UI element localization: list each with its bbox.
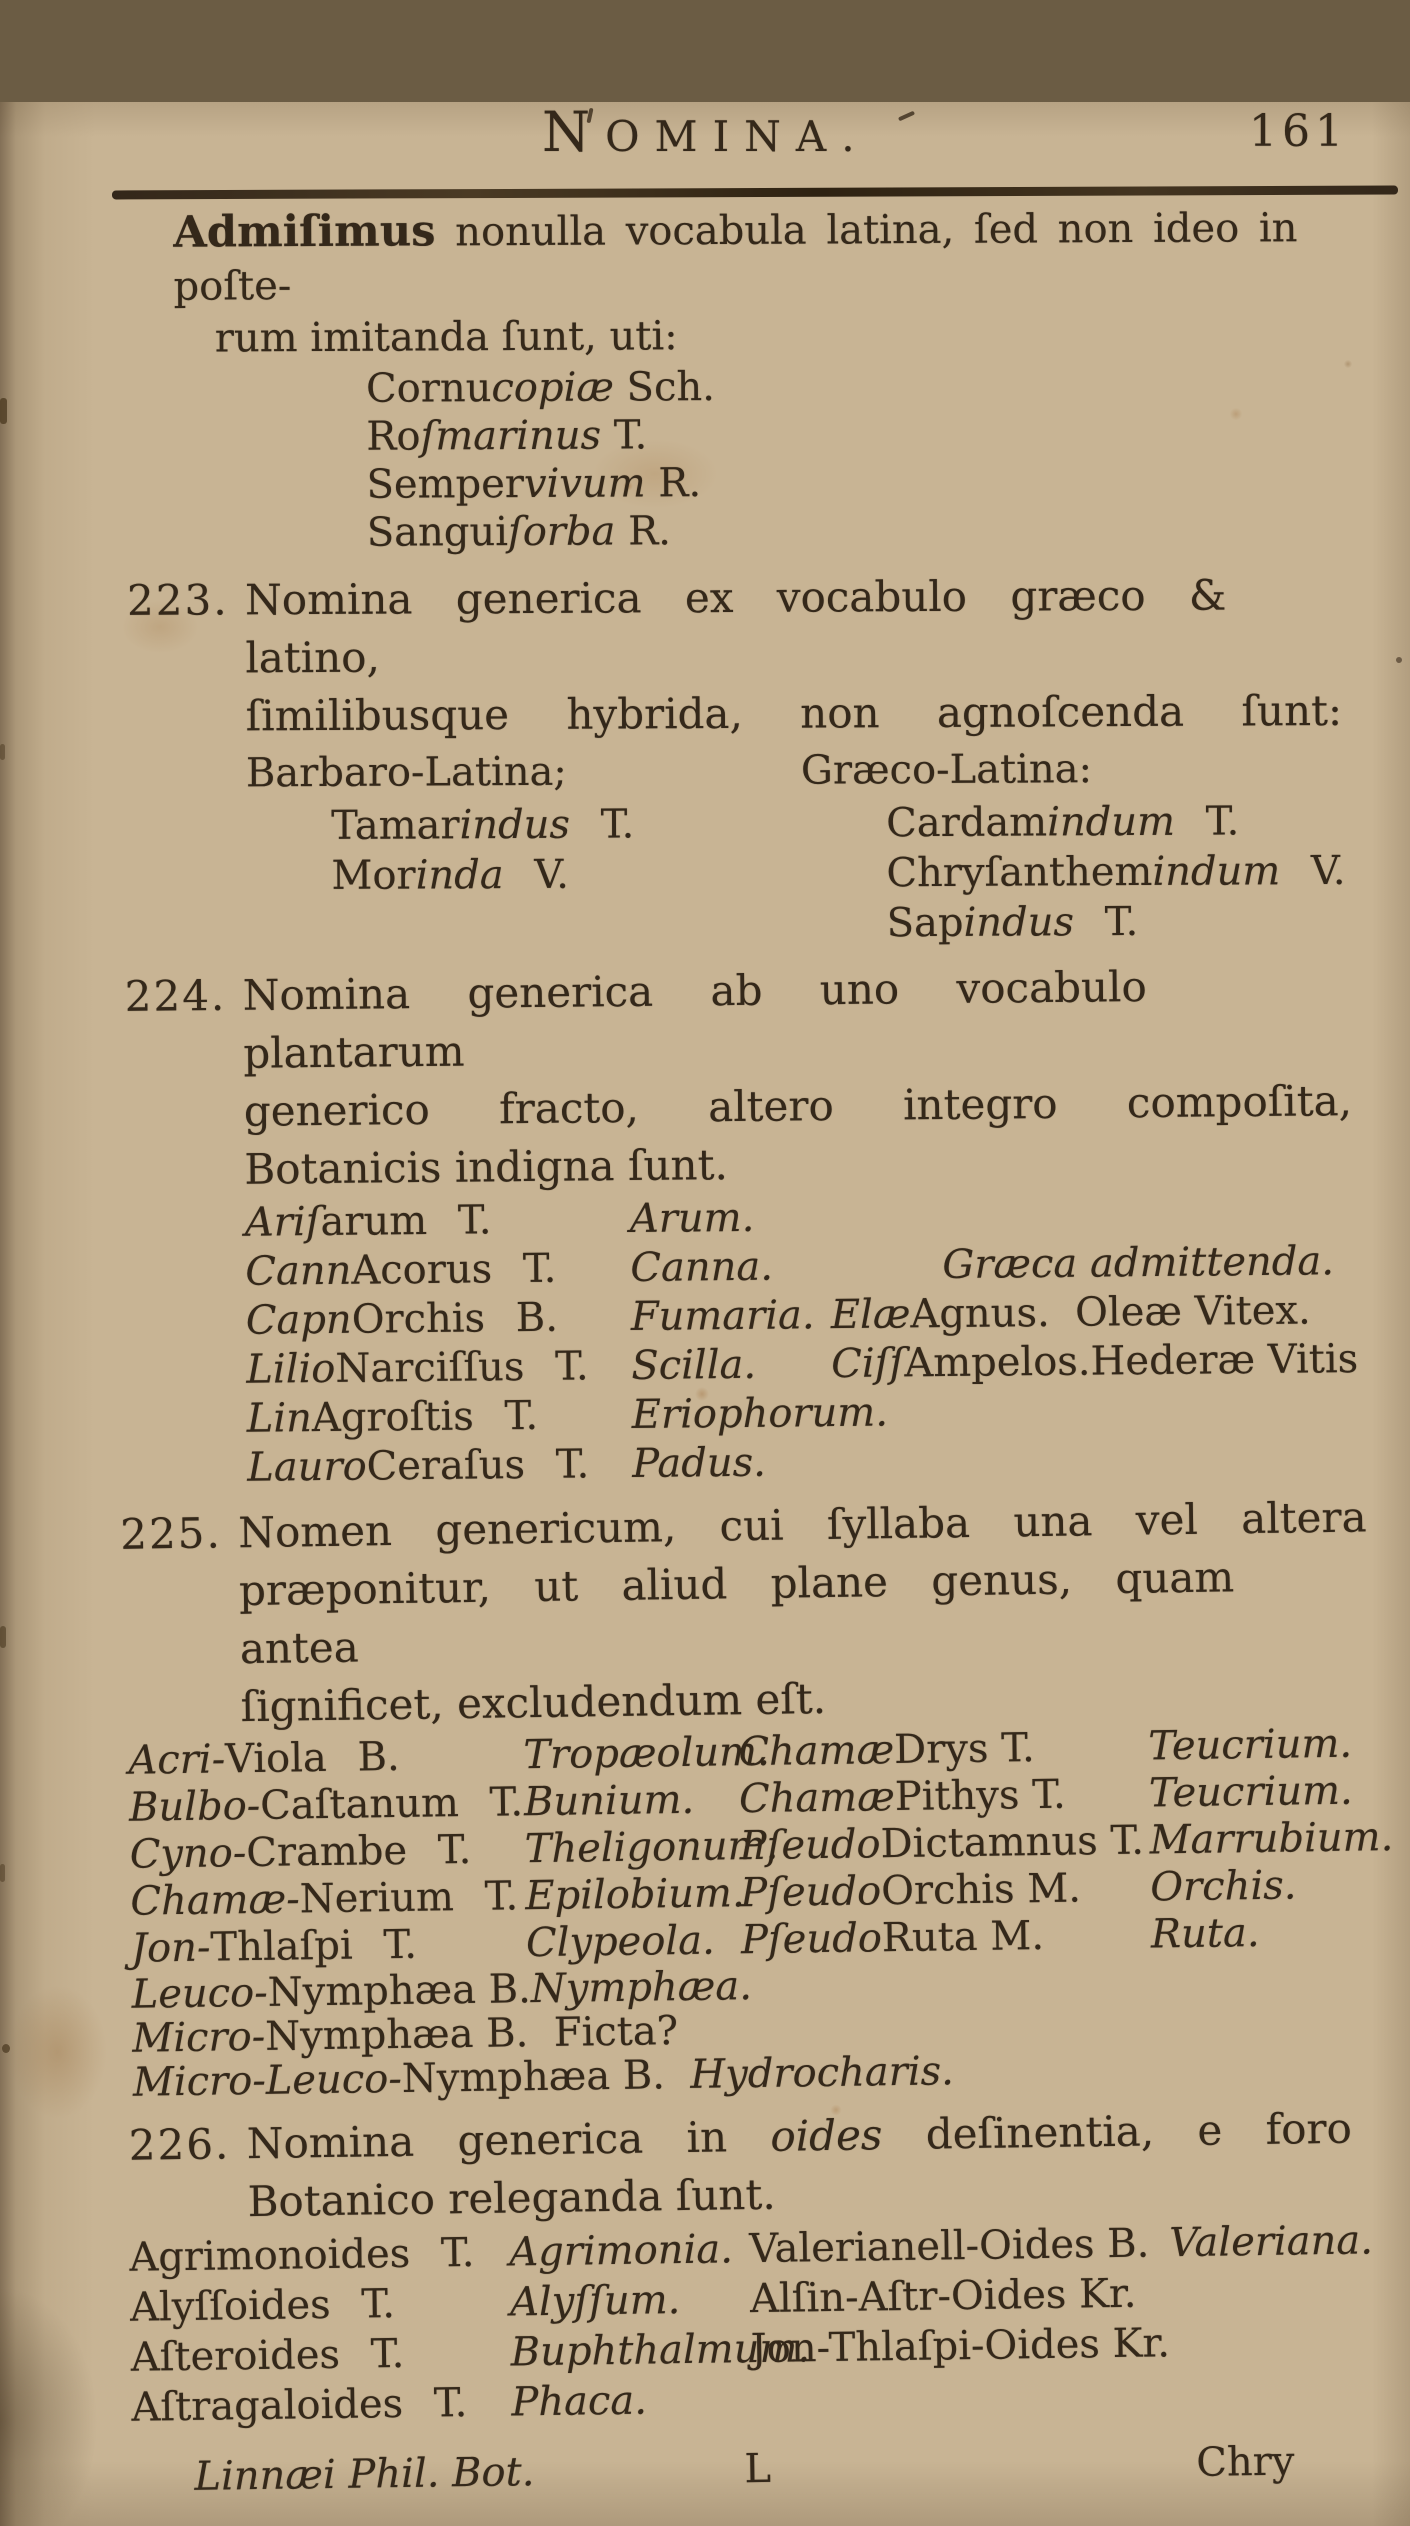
entry: PſeudoOrchis M. [740,1865,1082,1917]
heading-line: Nomina generica in oides deſinentia, e foro [246,2103,1353,2169]
entry: Orchis. [1149,1862,1297,1911]
header-rule [112,186,1398,200]
entry: Valerianell-Oides B. [749,2220,1150,2273]
entry: Scilla. [631,1341,757,1390]
column-header: Barbaro-Latina; [245,748,567,797]
entry-row [247,1433,1400,1493]
heading-line: generico fracto, altero integro compoſita, [243,1076,1353,1136]
section-number: 224. [124,970,227,1021]
entry: Epilobium. [525,1870,745,1920]
heading-line: Botanico releganda ſunt. [247,2169,776,2227]
entry: Padus. [632,1439,767,1488]
entry: PſeudoDictamnus T. [739,1817,1145,1870]
entry [830,1188,1398,1242]
section-heading [112,566,1399,688]
entry: PſeudoRuta M. [740,1912,1045,1964]
page-header [0,102,1410,176]
section-223 [112,566,1400,952]
entry: CiſſAmpelos.Hederæ Vitis [831,1336,1359,1388]
entry [832,1433,1400,1487]
entry: Cardamindum T. [886,798,1240,847]
entry: Aſteroides T. [130,2330,405,2381]
intro-line: rum imitanda ſunt, uti: [214,313,678,362]
section-number: 226. [128,2119,231,2170]
entry: ChamæDrys T. [738,1725,1035,1776]
entry-empty [247,899,802,952]
entry [1170,2265,1403,2318]
example-item: Roſmarinus T. [366,412,648,460]
entry: Arum. [629,1194,755,1243]
page-footer [118,2437,1405,2525]
entry [1171,2365,1404,2418]
example-item: Sempervivum R. [366,460,702,508]
entry: Chryſanthemindum V. [886,847,1346,897]
entry: Tropæolum. [523,1728,771,1779]
catchword: Chry [1196,2438,1295,2486]
entry: LauroCeraſus T. [247,1441,590,1491]
entry: Phaca. [511,2377,648,2426]
entry: Valeriana. [1168,2217,1374,2267]
entry: ElæAgnus. Oleæ Vitex. [830,1287,1311,1339]
entry: Sapindus T. [886,898,1139,947]
section-number: 225. [119,1508,223,1559]
entry-row [246,796,1399,852]
entry: Marrubium. [1149,1814,1394,1864]
heading-line: Nomen genericum, cui ſyllaba una vel altera [237,1492,1367,1558]
section-226 [113,2099,1403,2433]
entry: Morinda V. [331,851,570,899]
heading-line: præponitur, ut aliud plane genus, quam antea [238,1552,1235,1674]
entry: Clypeola. [525,1917,716,1967]
entry: Bulbo-Caſtanum T. [128,1779,524,1831]
entry: Alyſſoides T. [129,2281,396,2331]
entry: Buphthalmum. [510,2325,811,2376]
entry: Bunium. [523,1776,695,1826]
example-item: Cornucopiæ Sch. [365,364,716,412]
column-headers [246,740,1399,802]
entry: Teucrium. [1148,1767,1354,1817]
entry-row: Micro-Nymphæa B. Ficta? [132,2008,679,2062]
entry: LinAgroſtis T. [246,1392,539,1442]
entry [832,1384,1400,1438]
section-number: 223. [126,575,229,625]
entry: LilioNarciſſus T. [246,1343,589,1393]
entry: Jon-Thlaſpi-Oides Kr. [750,2320,1171,2373]
heading-line: ſimilibusque hybrida, non agnoſcenda ſunt: [245,685,1343,741]
section-224 [109,956,1400,1494]
entry: CannAcorus T. [245,1245,557,1295]
entry: Alſin-Aſtr-Oides Kr. [749,2270,1137,2323]
entry: Tamarindus T. [331,801,635,849]
section-225 [105,1488,1399,2105]
entry-row [247,896,1400,952]
section-heading [109,956,1396,1084]
entry: Cyno-Crambe T. [129,1826,472,1878]
book-reference: Linnæi Phil. Bot. [194,2449,535,2500]
entry-row: Micro-Leuco-Nymphæa B. Hydrocharis. [132,2048,955,2106]
entry: Ariſarum T. [244,1197,492,1246]
entry: Aſtragaloides T. [131,2380,468,2431]
entry [1170,2315,1403,2368]
entry: Alyſſum. [509,2277,681,2326]
heading-line: Botanicis indigna ſunt. [244,1140,729,1194]
heading-line: Nomina generica ab uno vocabulo plantarum [242,962,1147,1078]
entry: Chamæ-Nerium T. [130,1873,519,1925]
entry: Canna. [630,1243,774,1292]
intro-line: Admiſimus nonulla vocabula latina, ſed non ideo in poſte- [173,205,1298,310]
entry: Theligonum. [524,1822,779,1873]
example-item: Sanguiſorba R. [366,508,672,556]
page-body [0,206,1410,2525]
entry: Fumaria. [630,1292,815,1341]
entry: ChamæPithys T. [738,1771,1066,1823]
intro-example-list [366,360,1398,557]
running-head: NOMINA. [542,100,870,164]
entry: Eriophorum. [631,1389,889,1439]
entry: Agrimonoides T. [129,2229,475,2281]
entry: Acri-Viola B. [128,1733,400,1784]
entry: Ruta. [1150,1909,1260,1958]
book-page-scan [0,102,1410,2526]
heading-line: Nomina generica ex vocabulo græco & latino, [244,570,1227,683]
heading-line: ſignificet, excludendum eſt. [240,1674,827,1732]
entry: Agrimonia. [509,2226,734,2276]
entry-row: Leuco-Nymphæa B.Nymphæa. [131,1963,753,2018]
entry: Jon-Thlaſpi T. [130,1921,418,1972]
entry [751,2368,1172,2424]
page-number: 161 [1249,106,1348,157]
entry: Teucrium. [1148,1720,1353,1770]
signature-mark: L [744,2445,772,2493]
column-header: Græco-Latina: [800,746,1093,794]
entry: CapnOrchis B. [245,1294,559,1344]
entry: Græca admittenda. [942,1238,1335,1289]
entry-row [246,846,1399,902]
